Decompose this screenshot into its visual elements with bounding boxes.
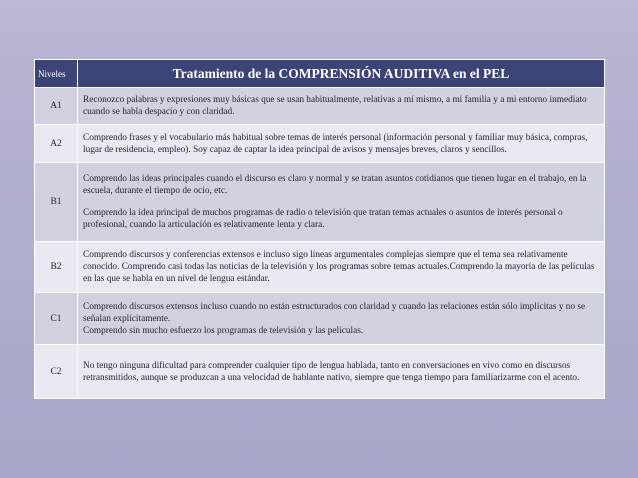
level-a2: A2 bbox=[35, 125, 78, 163]
descriptor-a2 bbox=[78, 125, 605, 163]
table-row bbox=[35, 242, 605, 293]
table-row bbox=[35, 293, 605, 345]
descriptor-paragraph: Comprendo las ideas principales cuando el discurso es claro y normal y se tratan asuntos cotidianos que tienen lugar en el trabajo, en la escuela, durante el tiempo de ocio, etc. bbox=[83, 174, 587, 196]
table-header-row bbox=[35, 60, 605, 88]
levels-column-header: Niveles bbox=[35, 60, 78, 88]
descriptor-paragraph: Reconozco palabras y expresiones muy básicas que se usan habitualmente, relativas a mí mismo, a mi familia y a mi entorno inmediato cuando se habla despacio y con claridad. bbox=[83, 95, 587, 117]
descriptor-b1 bbox=[78, 163, 605, 242]
level-a1: A1 bbox=[35, 88, 78, 125]
level-b1: B1 bbox=[35, 163, 78, 242]
descriptor-c2 bbox=[78, 345, 605, 399]
table-title: Tratamiento de la COMPRENSIÓN AUDITIVA en el PEL bbox=[78, 60, 605, 88]
descriptor-c1 bbox=[78, 293, 605, 345]
table-row bbox=[35, 125, 605, 163]
pel-listening-table bbox=[34, 59, 605, 399]
level-c2: C2 bbox=[35, 345, 78, 399]
descriptor-paragraph: No tengo ninguna dificultad para comprender cualquier tipo de lengua hablada, tanto en conversaciones en vivo como en discursos retransmitidos, aunque se produzcan a una velocidad de hablante nativo, siempre que tenga tiempo para familiarizarme con el acento. bbox=[83, 360, 580, 383]
level-c1: C1 bbox=[35, 293, 78, 345]
level-b2: B2 bbox=[35, 242, 78, 293]
descriptor-a1 bbox=[78, 88, 605, 125]
descriptor-paragraph: Comprendo sin mucho esfuerzo los programas de televisión y las películas. bbox=[83, 325, 364, 336]
descriptor-paragraph: Comprendo discursos extensos incluso cuando no están estructurados con claridad y cuando las relaciones están sólo implícitas y no se señalan explícitamente. bbox=[83, 301, 586, 324]
descriptor-paragraph: Comprendo la idea principal de muchos programas de radio o televisión que tratan temas actuales o asuntos de interés personal o profesional, cuando la articulación es relativamente lenta y clara. bbox=[83, 208, 563, 230]
table-row bbox=[35, 88, 605, 125]
descriptor-b2 bbox=[78, 242, 605, 293]
table-row bbox=[35, 345, 605, 399]
table-row bbox=[35, 163, 605, 242]
descriptor-paragraph: Comprendo discursos y conferencias extensos e incluso sigo líneas argumentales complejas siempre que el tema sea relativamente conocido. Comprendo casi todas las noticias de la televisión y los programas sobre temas actuales.Comprendo la mayoría de las películas en las que se habla en un nivel de lengua estándar. bbox=[83, 250, 595, 284]
descriptor-paragraph: Comprendo frases y el vocabulario más habitual sobre temas de interés personal (información personal y familiar muy básica, compras, lugar de residencia, empleo). Soy capaz de captar la idea principal de avisos y mensajes breves, claros y sencillos. bbox=[83, 132, 588, 155]
